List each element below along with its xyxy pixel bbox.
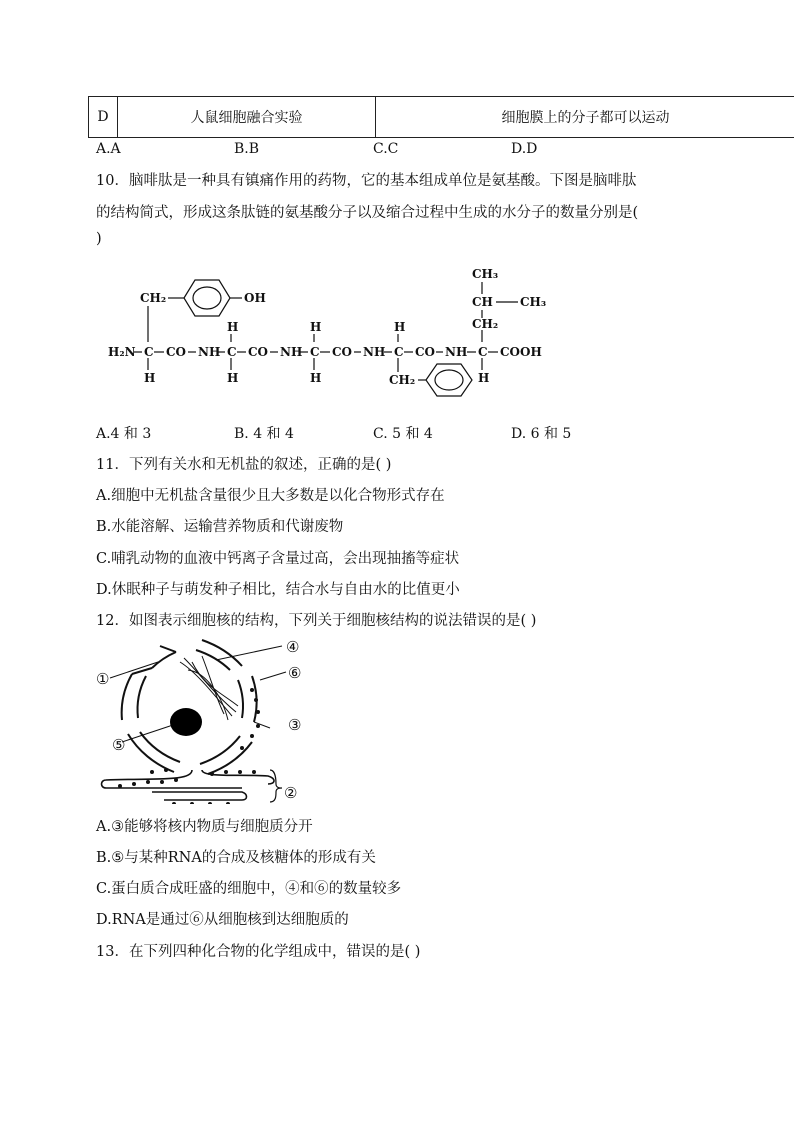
q9-row-letter: D [89, 97, 118, 138]
q10-peptide-formula [96, 258, 566, 408]
q13-stem: 13．在下列四种化合物的化学组成中，错误的是( ) [96, 944, 421, 960]
q12-option-c[interactable]: C.蛋白质合成旺盛的细胞中，④和⑥的数量较多 [96, 881, 402, 897]
q11-option-a[interactable]: A.细胞中无机盐含量很少且大多数是以化合物形式存在 [96, 488, 445, 504]
formula-h-c3-top: H [310, 320, 322, 334]
formula-c3: C [310, 345, 320, 359]
q12-stem: 12．如图表示细胞核的结构，下列关于细胞核结构的说法错误的是( ) [96, 613, 537, 629]
q11-option-b[interactable]: B.水能溶解、运输营养物质和代谢废物 [96, 519, 344, 535]
formula-nh4: NH [445, 345, 468, 359]
formula-ch3-top: CH₃ [472, 267, 499, 281]
formula-h-c2-bot: H [227, 371, 239, 385]
formula-ch2-leu: CH₂ [472, 317, 499, 331]
q10-stem-line1: 10．脑啡肽是一种具有镇痛作用的药物，它的基本组成单位是氨基酸。下图是脑啡肽 [96, 173, 637, 189]
formula-h-c2-top: H [227, 320, 239, 334]
q9-row-experiment: 人鼠细胞融合实验 [118, 97, 376, 138]
q12-label-6: ⑥ [288, 664, 302, 682]
formula-h-c4-top: H [394, 320, 406, 334]
formula-nh2: NH [280, 345, 303, 359]
q10-option-a[interactable]: A.4 和 3 [96, 426, 152, 442]
q9-table-row-d [88, 96, 794, 138]
formula-ch3-right: CH₃ [520, 295, 547, 309]
formula-co1: CO [166, 345, 187, 359]
formula-h-c1: H [144, 371, 156, 385]
formula-c5: C [478, 345, 488, 359]
q12-label-5: ⑤ [112, 736, 126, 754]
formula-c4: C [394, 345, 404, 359]
q10-stem-line2: 的结构简式，形成这条肽链的氨基酸分子以及缩合过程中生成的水分子的数量分别是( [96, 205, 639, 221]
q12-option-b[interactable]: B.⑤与某种RNA的合成及核糖体的形成有关 [96, 850, 376, 866]
formula-co3: CO [332, 345, 353, 359]
formula-nh3: NH [363, 345, 386, 359]
q12-option-d[interactable]: D.RNA是通过⑥从细胞核到达细胞质的 [96, 912, 349, 928]
q12-option-a[interactable]: A.③能够将核内物质与细胞质分开 [96, 819, 313, 835]
formula-ch-leu: CH [472, 295, 493, 309]
q12-label-2: ② [284, 784, 298, 802]
q12-nucleus-diagram [92, 632, 332, 804]
q10-option-b[interactable]: B. 4 和 4 [234, 426, 294, 442]
q10-stem-line3: ) [96, 231, 102, 247]
formula-h2n: H₂N [108, 345, 136, 359]
q10-option-c[interactable]: C. 5 和 4 [373, 426, 433, 442]
formula-ch2-phe: CH₂ [389, 373, 416, 387]
q12-label-1: ① [96, 670, 110, 688]
q9-option-b[interactable]: B.B [234, 141, 260, 157]
formula-c1: C [144, 345, 154, 359]
q12-label-4: ④ [286, 638, 300, 656]
q9-option-a[interactable]: A.A [96, 141, 121, 157]
formula-nh1: NH [198, 345, 221, 359]
q11-option-c[interactable]: C.哺乳动物的血液中钙离子含量过高，会出现抽搐等症状 [96, 551, 460, 567]
formula-oh: OH [244, 291, 266, 305]
q9-row-conclusion: 细胞膜上的分子都可以运动 [376, 97, 794, 138]
q10-option-d[interactable]: D. 6 和 5 [511, 426, 572, 442]
formula-cooh: COOH [500, 345, 542, 359]
formula-h-c3-bot: H [310, 371, 322, 385]
q9-option-d[interactable]: D.D [511, 141, 538, 157]
formula-co4: CO [415, 345, 436, 359]
formula-co2: CO [248, 345, 269, 359]
q11-option-d[interactable]: D.休眠种子与萌发种子相比，结合水与自由水的比值更小 [96, 582, 460, 598]
formula-h-c5-bot: H [478, 371, 490, 385]
formula-ch2-tyr: CH₂ [140, 291, 167, 305]
formula-c2: C [227, 345, 237, 359]
q12-label-3: ③ [288, 716, 302, 734]
q11-stem: 11．下列有关水和无机盐的叙述，正确的是( ) [96, 457, 392, 473]
q9-option-c[interactable]: C.C [373, 141, 399, 157]
